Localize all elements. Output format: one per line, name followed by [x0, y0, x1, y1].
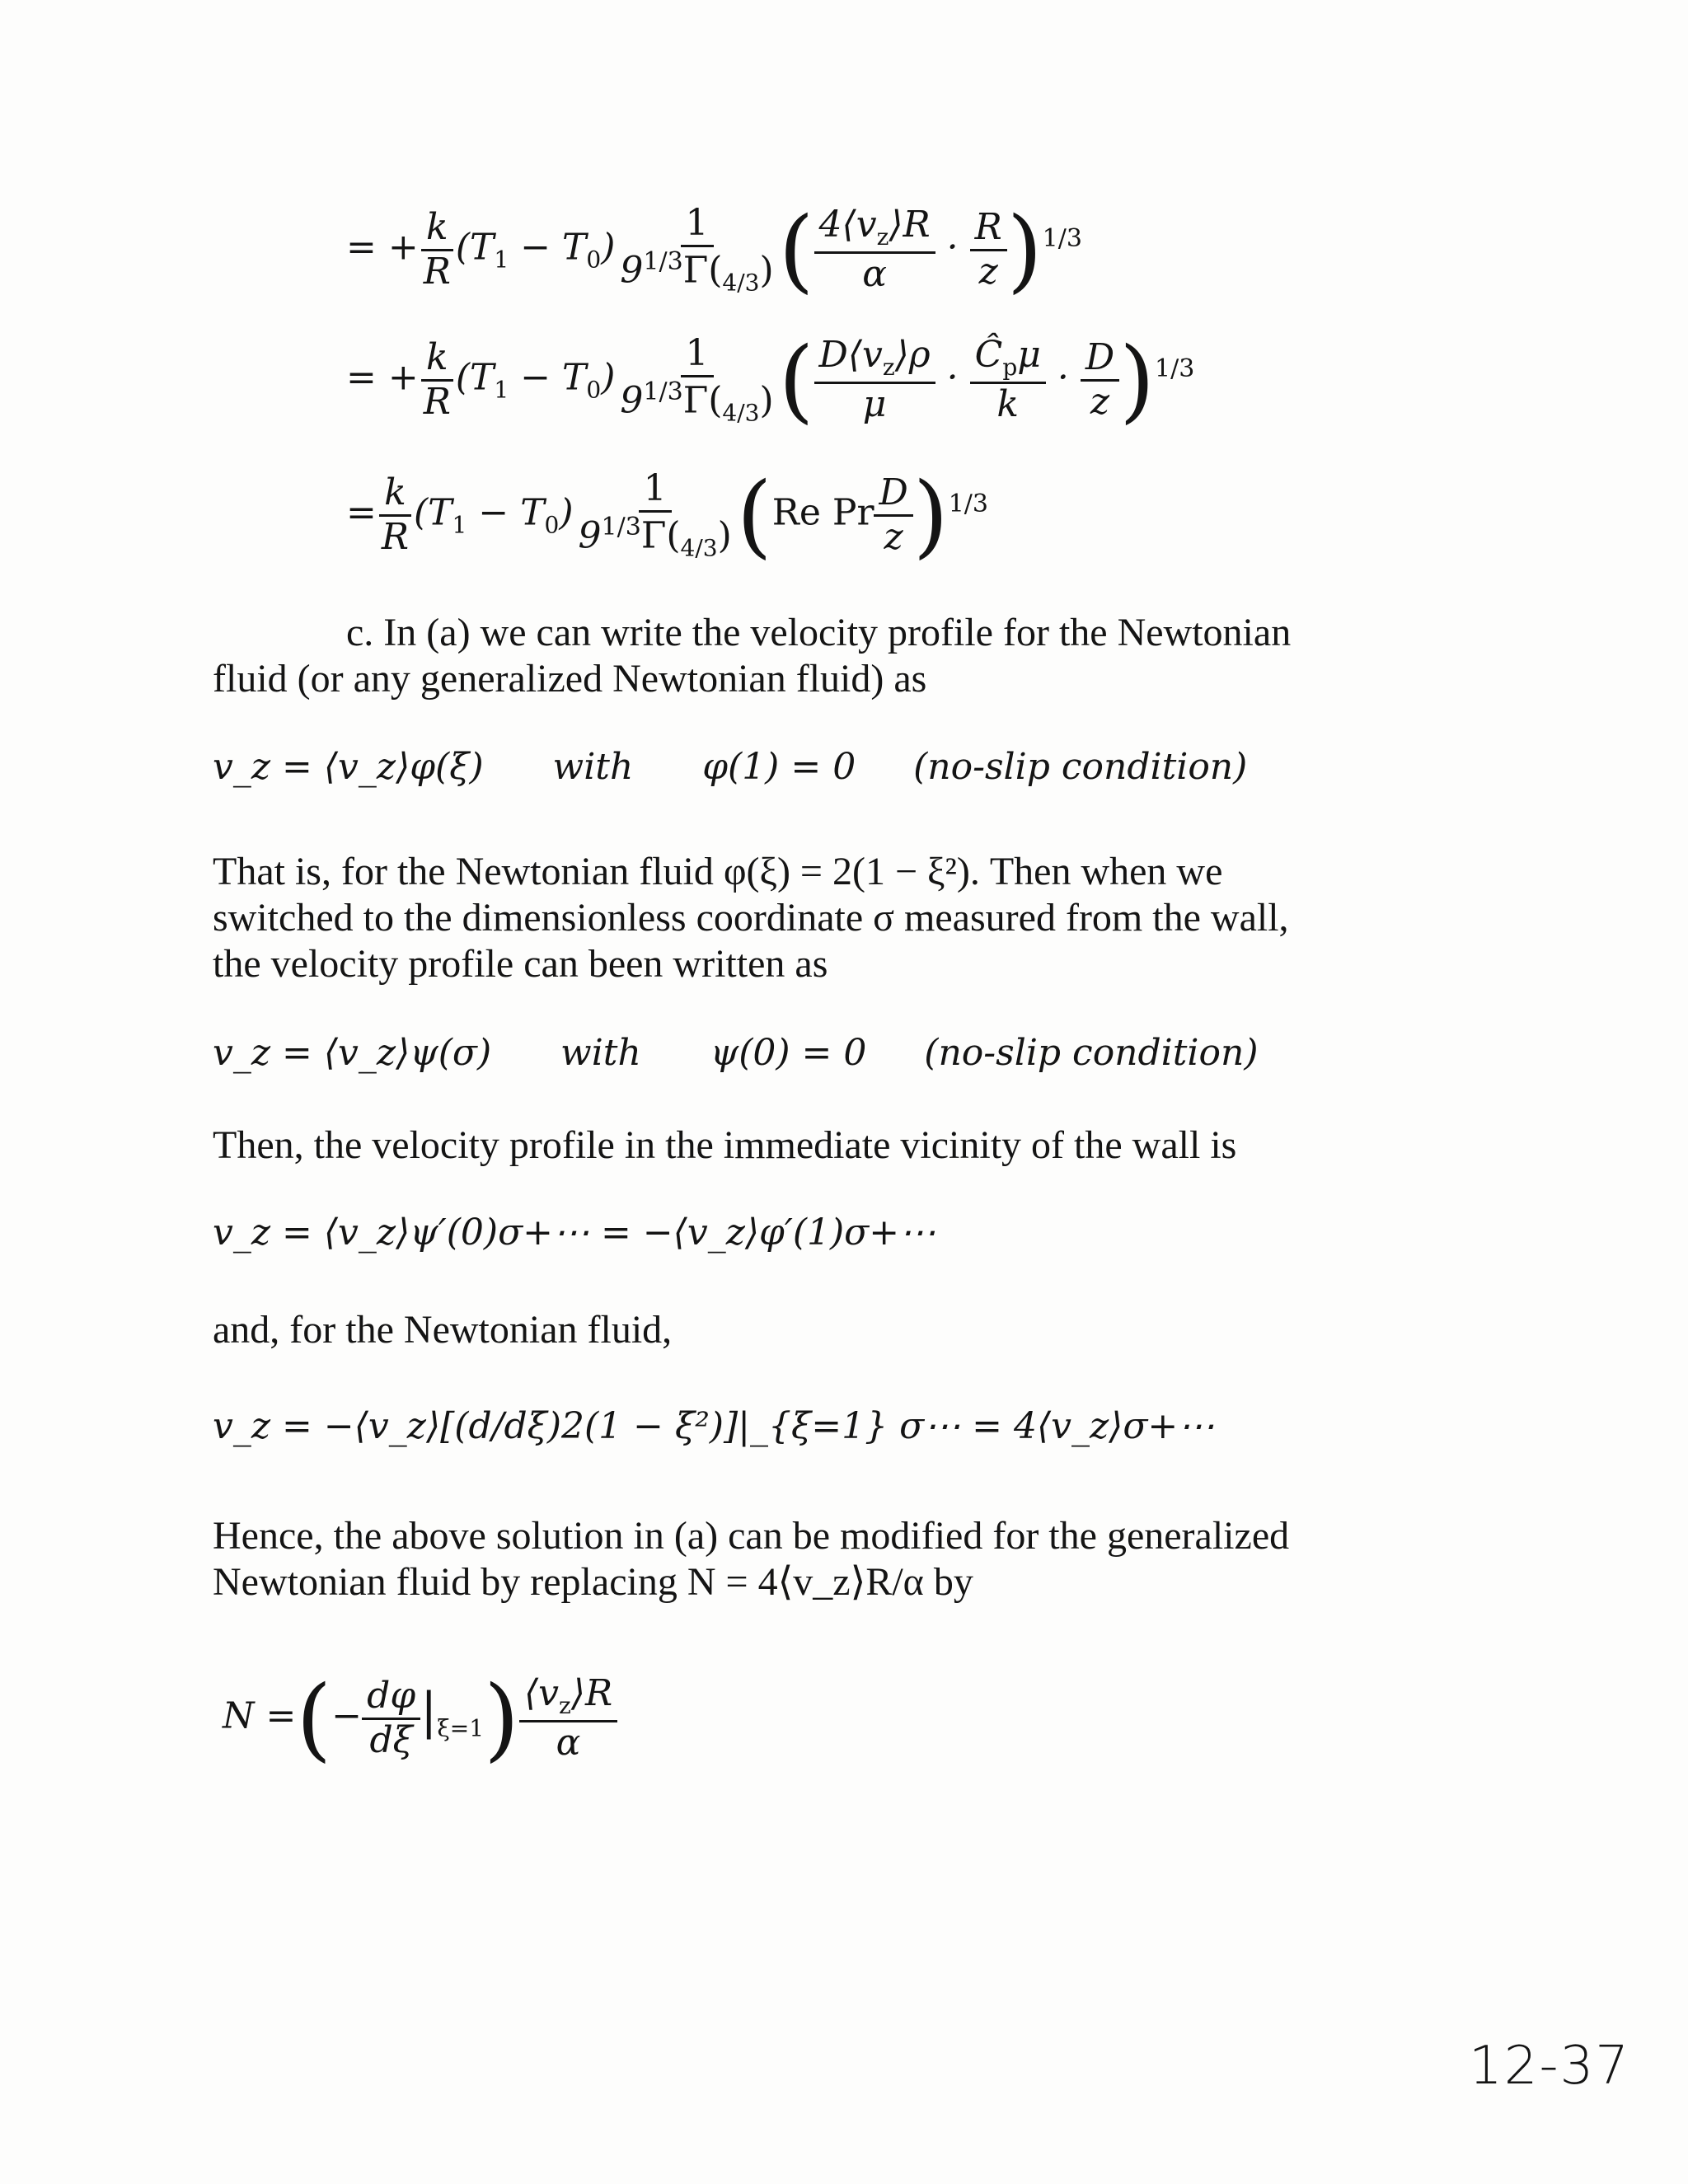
page-number: 12-37 — [1469, 2036, 1630, 2097]
paragraph-and: and, for the Newtonian fluid, — [213, 1308, 673, 1352]
paragraph-c-line-1: c. In (a) we can write the velocity profile for the Newtonian — [346, 611, 1292, 654]
equation-3: = $\frac{k}{R}$ $(T_1 - T_0)$ $\frac{1}{9^{1/3}\Gamma(_{4/3})}$ (Re Pr $\frac{D}{z}$ )$^{1/3}$ — [346, 462, 988, 568]
paragraph-that-line-1: That is, for the Newtonian fluid φ(ξ) = 2(1 − ξ²). Then when we — [213, 850, 1223, 893]
equation-1-text — [346, 188, 368, 189]
paragraph-hence-line-2: Newtonian fluid by replacing N = 4⟨v_z⟩R/α by — [213, 1560, 973, 1604]
equation-6: v_z = ⟨v_z⟩ψ′(0)σ+⋯ = −⟨v_z⟩φ′(1)σ+⋯ — [213, 1212, 936, 1254]
equation-1: = + $\frac{k}{R}$ $(T_1 - T_0)$ $\frac{1}{9^{1/3}\Gamma(_{4/3})}$ ( $\frac{4⟨v_z⟩R}{\alpha}$ · $\frac{R}{z}$ )$^{1/3}$ — [346, 188, 1088, 312]
paragraph-then: Then, the velocity profile in the immediate vicinity of the wall is — [213, 1123, 1237, 1167]
paragraph-c-line-2: fluid (or any generalized Newtonian fluid) as — [213, 657, 927, 701]
paragraph-that-line-3: the velocity profile can been written as — [213, 942, 828, 986]
equation-7: v_z = −⟨v_z⟩[(d/dξ)2(1 − ξ²)]|_{ξ=1} σ⋯ = 4⟨v_z⟩σ+⋯ — [213, 1405, 1215, 1447]
equation-5: v_z = ⟨v_z⟩ψ(σ) with ψ(0) = 0 (no-slip condition) — [213, 1032, 1259, 1074]
equation-2: = + $\frac{k}{R}$ $(T_1 - T_0)$ $\frac{1}{9^{1/3}\Gamma(_{4/3})}$ ( $\frac{D⟨v_z⟩\rho}{\mu}$ · $\frac{Ĉ_p\mu}{k}$ · $\frac{D}{z}$ )$^{1/3}$ — [346, 316, 1170, 448]
equation-8: N =(− $\frac{d\varphi}{d\xi}$ $|_{\xi=1}$) $\frac{⟨v_z⟩R}{\alpha}$ — [223, 1657, 635, 1805]
equation-2-text — [346, 316, 371, 317]
paragraph-that-line-2: switched to the dimensionless coordinate σ measured from the wall, — [213, 896, 1289, 940]
equation-4: v_z = ⟨v_z⟩φ(ξ) with φ(1) = 0 (no-slip condition) — [213, 746, 1248, 788]
paragraph-hence-line-1: Hence, the above solution in (a) can be modified for the generalized — [213, 1514, 1290, 1558]
